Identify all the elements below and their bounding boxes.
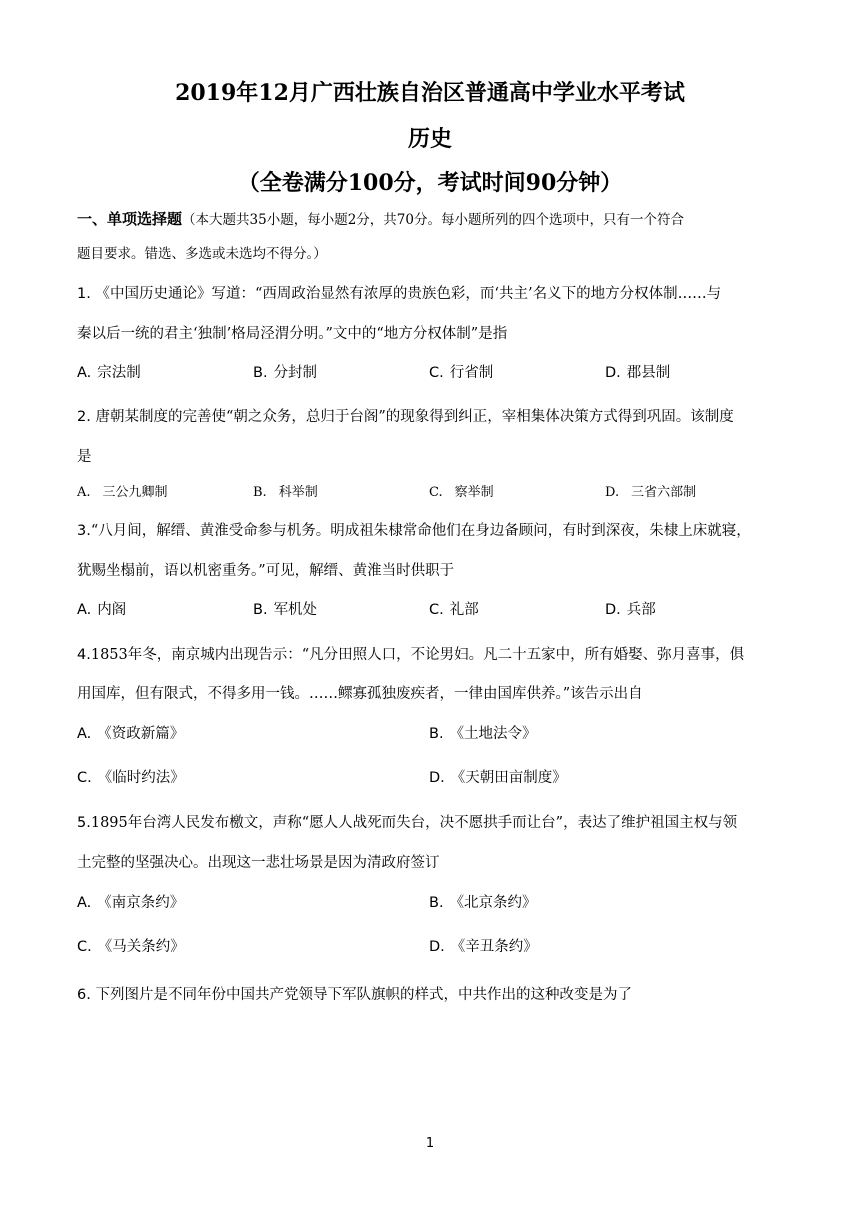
question-number: 4.	[77, 647, 91, 663]
q3-option-b	[253, 598, 317, 619]
question-text: 1853年冬，南京城内出现告示：“凡分田照人口，不论男妇。凡二十五家中，所有婚娶、弥月喜事，俱	[90, 647, 745, 663]
subject-title: 历史	[407, 126, 452, 152]
question-number: 1.	[77, 286, 91, 302]
page-number: 1	[425, 1136, 435, 1151]
option-letter: A.	[77, 726, 92, 742]
q4-option-b	[429, 722, 537, 743]
q4-option-c	[77, 766, 185, 787]
option-letter: C.	[77, 770, 92, 786]
option-text: 三公九卿制	[102, 485, 168, 500]
option-letter: A.	[77, 895, 92, 911]
option-letter: C.	[429, 602, 444, 618]
option-text: 《临时约法》	[97, 770, 185, 786]
option-letter: A.	[77, 365, 92, 381]
question-4-line-2: 用国库，但有限式，不得多用一钱。……鳏寡孤独废疾者，一律由国库供养。”该告示出自	[77, 686, 643, 702]
question-number: 2.	[77, 409, 91, 425]
option-text: 《北京条约》	[449, 895, 537, 911]
q5-option-a	[77, 891, 184, 912]
option-letter: D.	[429, 770, 445, 786]
option-letter: C.	[77, 939, 92, 955]
question-1-line-2: 秦以后一统的君主‘独制’格局泾渭分明。”文中的“地方分权体制”是指	[77, 326, 508, 342]
option-letter: B.	[253, 485, 267, 500]
q3-option-a	[77, 598, 126, 619]
option-text: 兵部	[626, 602, 656, 618]
q4-option-a	[77, 722, 184, 743]
question-number: 3.	[77, 523, 91, 539]
option-letter: C.	[429, 485, 443, 500]
option-letter: D.	[429, 939, 445, 955]
question-1-line-1	[77, 282, 721, 303]
option-text: 《土地法令》	[449, 726, 537, 742]
option-letter: D.	[605, 365, 621, 381]
question-4-line-1	[77, 643, 744, 664]
option-text: 内阁	[97, 602, 127, 618]
exam-note: （全卷满分100分，考试时间90分钟）	[237, 170, 623, 196]
q5-option-c	[77, 935, 185, 956]
option-letter: D.	[605, 485, 620, 500]
q1-option-d	[605, 361, 670, 382]
question-2-line-2: 是	[77, 449, 92, 465]
option-letter: C.	[429, 365, 444, 381]
q3-option-c	[429, 598, 479, 619]
option-text: 三省六部制	[631, 485, 697, 500]
question-text: 1895年台湾人民发布檄文，声称“愿人人战死而失台，决不愿拱手而让台”，表达了维护祖国主权与领	[90, 815, 738, 831]
question-3-line-1	[77, 519, 751, 540]
option-text: 郡县制	[626, 365, 671, 381]
option-text: 《天朝田亩制度》	[450, 770, 567, 786]
q2-option-b	[253, 481, 318, 500]
question-number: 6.	[77, 987, 91, 1003]
question-text: 唐朝某制度的完善使“朝之众务，总归于台阁”的现象得到纠正，宰相集体决策方式得到巩固。该制度	[95, 409, 734, 425]
option-text: 《马关条约》	[97, 939, 185, 955]
q3-option-d	[605, 598, 656, 619]
option-text: 分封制	[273, 365, 318, 381]
option-text: 察举制	[454, 485, 494, 500]
question-number: 5.	[77, 815, 91, 831]
section-heading: 一、单项选择题	[77, 210, 183, 228]
option-text: 科举制	[278, 485, 318, 500]
option-letter: B.	[253, 365, 268, 381]
q5-option-b	[429, 891, 537, 912]
option-text: 礼部	[449, 602, 479, 618]
question-6-line-1	[77, 983, 632, 1004]
question-5-line-1	[77, 811, 737, 832]
q2-option-c	[429, 481, 494, 500]
option-letter: B.	[429, 726, 444, 742]
q1-option-c	[429, 361, 493, 382]
q2-option-d	[605, 481, 696, 500]
option-letter: A.	[77, 602, 92, 618]
q1-option-b	[253, 361, 317, 382]
option-text: 《辛丑条约》	[450, 939, 538, 955]
question-5-line-2: 土完整的坚强决心。出现这一悲壮场景是因为清政府签订	[77, 855, 440, 871]
option-letter: B.	[429, 895, 444, 911]
option-text: 行省制	[449, 365, 494, 381]
option-text: 宗法制	[97, 365, 141, 381]
q5-option-d	[429, 935, 538, 956]
option-text: 军机处	[273, 602, 318, 618]
q2-option-a	[77, 481, 168, 500]
q4-option-d	[429, 766, 567, 787]
q1-option-a	[77, 361, 141, 382]
section-instruction-cont: 题目要求。错选、多选或未选均不得分。）	[77, 246, 327, 262]
option-text: 《南京条约》	[97, 895, 185, 911]
question-text: 《中国历史通论》写道：“西周政治显然有浓厚的贵族色彩，而‘共主’名义下的地方分权体制……与	[95, 286, 722, 302]
question-3-line-2: 犹赐坐榻前，语以机密重务。”可见，解缙、黄淮当时供职于	[77, 563, 455, 579]
question-text: 下列图片是不同年份中国共产党领导下军队旗帜的样式，中共作出的这种改变是为了	[95, 987, 632, 1003]
option-text: 《资政新篇》	[97, 726, 185, 742]
exam-title: 2019年12月广西壮族自治区普通高中学业水平考试	[175, 80, 685, 106]
question-text: “八月间，解缙、黄淮受命参与机务。明成祖朱棣常命他们在身边备顾问，有时到深夜，朱棣上床就寝，	[90, 523, 751, 539]
section-instruction: （本大题共35小题，每小题2分，共70分。每小题所列的四个选项中，只有一个符合	[182, 212, 684, 228]
option-letter: D.	[605, 602, 621, 618]
option-letter: B.	[253, 602, 268, 618]
question-2-line-1	[77, 405, 734, 426]
option-letter: A.	[77, 485, 91, 500]
section-heading-line	[77, 208, 684, 229]
